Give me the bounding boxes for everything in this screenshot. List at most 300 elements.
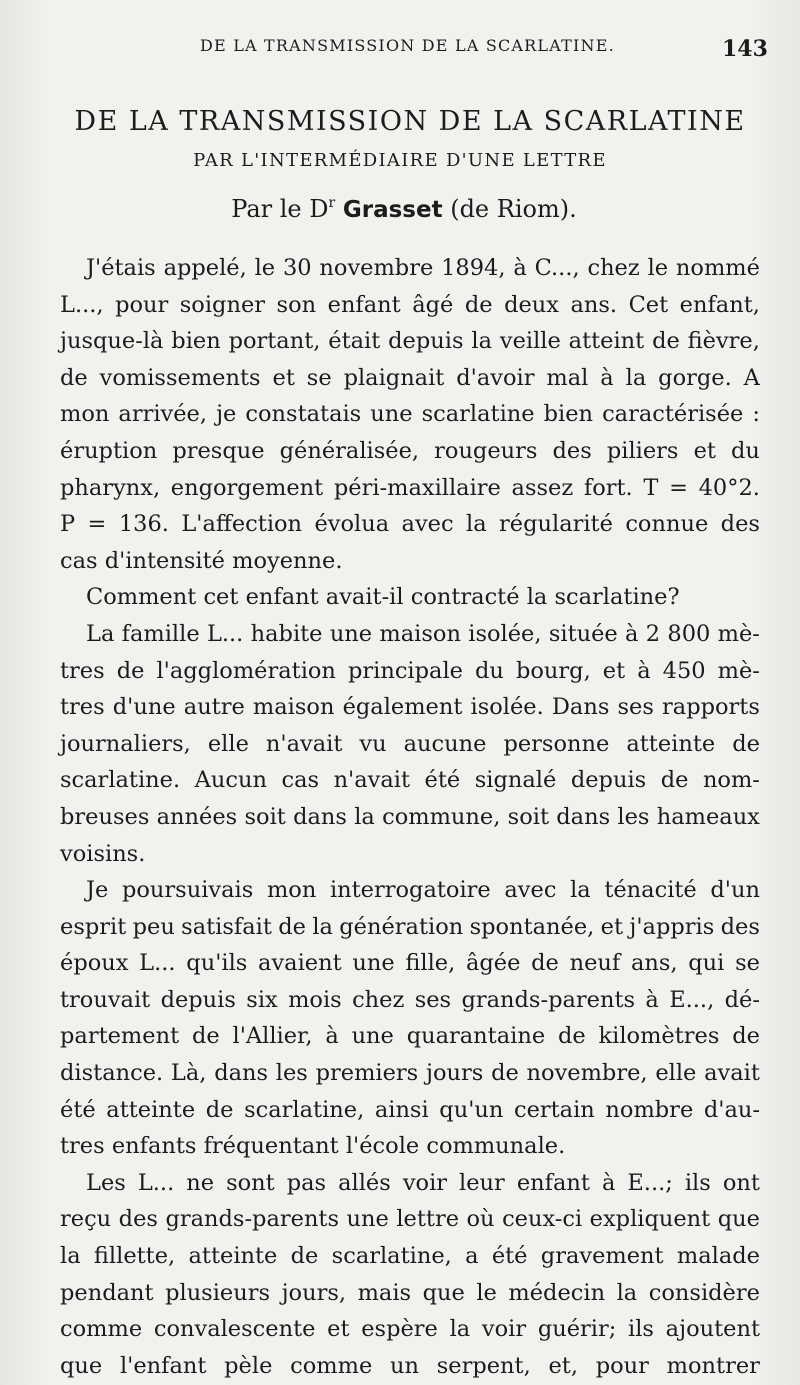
text-line bbox=[60, 1311, 760, 1348]
word: mois bbox=[288, 986, 342, 1013]
word: la bbox=[312, 913, 333, 940]
word: 1894, bbox=[441, 255, 506, 281]
word: spontanée, bbox=[469, 913, 595, 940]
word: une bbox=[352, 950, 395, 977]
word: enfant bbox=[327, 291, 401, 318]
word: Dans bbox=[551, 694, 610, 721]
author-prefix: Par le D bbox=[231, 195, 329, 223]
word: habite bbox=[250, 620, 323, 647]
word: L'affection bbox=[181, 511, 303, 538]
word: enfant bbox=[516, 1169, 590, 1196]
word: ils bbox=[684, 1169, 711, 1196]
word: se bbox=[306, 364, 332, 391]
word: scarlatine bbox=[421, 401, 535, 428]
word: généralisée, bbox=[279, 437, 420, 464]
word: le bbox=[476, 1279, 497, 1306]
word: pèle bbox=[224, 1352, 273, 1379]
word: = bbox=[87, 511, 107, 538]
word: de bbox=[116, 657, 145, 684]
word: cet bbox=[203, 584, 246, 611]
word: novembre, bbox=[526, 1060, 648, 1087]
text-line bbox=[60, 726, 760, 763]
text-line bbox=[60, 799, 760, 836]
word: les bbox=[275, 1060, 308, 1087]
word: de bbox=[557, 1023, 586, 1050]
word: convalescente bbox=[153, 1316, 316, 1343]
word: que bbox=[60, 1352, 103, 1379]
word: atteinte bbox=[188, 1243, 278, 1270]
word: fillette, bbox=[93, 1243, 176, 1270]
word: mè- bbox=[717, 657, 760, 684]
text-line bbox=[60, 616, 760, 653]
word: connue bbox=[625, 511, 709, 538]
word: un bbox=[390, 1352, 419, 1379]
word: la bbox=[526, 584, 555, 611]
word: kilomètres bbox=[598, 1023, 720, 1050]
word: certain bbox=[513, 1096, 595, 1123]
word: poursuivais bbox=[121, 877, 254, 904]
word: à bbox=[645, 986, 659, 1013]
article-title: DE LA TRANSMISSION DE LA SCARLATINE bbox=[74, 106, 746, 137]
word: famille bbox=[121, 620, 200, 647]
word: maison bbox=[252, 694, 335, 721]
word: grands-parents bbox=[165, 1206, 340, 1233]
word: communale. bbox=[426, 1133, 566, 1160]
word: de bbox=[732, 730, 760, 757]
word: pour bbox=[115, 291, 169, 318]
word: scarlatine. bbox=[60, 767, 181, 794]
text-line bbox=[60, 653, 760, 690]
word: bourg, bbox=[515, 657, 591, 684]
word: péri-maxillaire bbox=[333, 474, 501, 501]
text-line bbox=[60, 396, 760, 433]
text-line bbox=[60, 433, 760, 470]
word: P bbox=[60, 511, 76, 538]
text-line bbox=[60, 543, 760, 580]
word: Là, bbox=[170, 1060, 207, 1087]
word: ont bbox=[722, 1169, 760, 1196]
word: L... bbox=[139, 950, 176, 977]
word: nom- bbox=[702, 767, 760, 794]
word: avaient bbox=[258, 950, 342, 977]
word: A bbox=[743, 364, 760, 391]
word: pharynx, bbox=[60, 474, 161, 501]
article-subtitle: PAR L'INTERMÉDIAIRE D'UNE LETTRE bbox=[193, 150, 607, 171]
word: j'appris bbox=[629, 913, 715, 940]
word: vu bbox=[359, 730, 387, 757]
word: T bbox=[643, 474, 659, 501]
word: ténacité bbox=[604, 877, 697, 904]
word: médecin bbox=[508, 1279, 606, 1306]
word: bien bbox=[543, 401, 594, 428]
word: d'avoir bbox=[456, 364, 535, 391]
word: tres bbox=[60, 657, 105, 684]
word: les bbox=[617, 803, 650, 830]
word: de bbox=[191, 1023, 220, 1050]
word: de bbox=[660, 767, 689, 794]
word: de bbox=[464, 291, 493, 318]
word: ne bbox=[186, 1169, 215, 1196]
word: la bbox=[471, 328, 492, 355]
word: et, bbox=[548, 1352, 578, 1379]
word: ceux-ci bbox=[502, 1206, 583, 1233]
word: une bbox=[370, 401, 413, 428]
word: je bbox=[216, 401, 237, 428]
word: également bbox=[342, 694, 463, 721]
word: de bbox=[732, 1023, 760, 1050]
word: piliers bbox=[606, 437, 679, 464]
text-line bbox=[60, 836, 760, 873]
word: Je bbox=[86, 877, 109, 904]
word: a bbox=[465, 1243, 479, 1270]
word: leur bbox=[459, 1169, 505, 1196]
text-line bbox=[60, 1348, 760, 1385]
running-title: DE LA TRANSMISSION DE LA SCARLATINE. bbox=[200, 36, 615, 55]
word: grands-parents bbox=[461, 986, 636, 1013]
word: pendant bbox=[60, 1279, 154, 1306]
text-line bbox=[60, 1018, 760, 1055]
word: premiers bbox=[315, 1060, 419, 1087]
word: Les bbox=[86, 1169, 126, 1196]
word: mè- bbox=[717, 620, 760, 647]
word: soit bbox=[507, 803, 549, 830]
text-line bbox=[60, 1275, 760, 1312]
word: se bbox=[735, 950, 760, 977]
word: principale bbox=[347, 657, 463, 684]
word: J'étais bbox=[86, 255, 156, 281]
word: isolée, bbox=[468, 620, 542, 647]
word: l'enfant bbox=[119, 1352, 207, 1379]
word: soit bbox=[244, 803, 286, 830]
word: mal bbox=[546, 364, 589, 391]
word: la bbox=[625, 364, 647, 391]
word: tres bbox=[60, 1133, 112, 1160]
word: soigner bbox=[179, 291, 266, 318]
word: été bbox=[491, 1243, 528, 1270]
word: scarlatine, bbox=[331, 1243, 452, 1270]
word: dans bbox=[556, 803, 611, 830]
word: elle bbox=[655, 1060, 697, 1087]
word: deux bbox=[504, 291, 559, 318]
word: novembre bbox=[319, 255, 434, 281]
word: Aucun bbox=[194, 767, 267, 794]
text-line bbox=[60, 1092, 760, 1129]
word: tres bbox=[60, 694, 105, 721]
word: été bbox=[60, 1096, 96, 1123]
word: de bbox=[652, 328, 680, 355]
word: âgé bbox=[412, 291, 454, 318]
word: âgée bbox=[465, 950, 521, 977]
word: scarlatine, bbox=[244, 1096, 365, 1123]
word: L..., bbox=[60, 291, 104, 318]
text-line bbox=[60, 872, 760, 909]
word: la bbox=[570, 877, 591, 904]
word: guérir; bbox=[537, 1316, 617, 1343]
word: évolua bbox=[314, 511, 390, 538]
word: avait-il bbox=[325, 584, 411, 611]
word: interrogatoire bbox=[329, 877, 491, 904]
word: la bbox=[616, 1279, 638, 1306]
word: plaignait bbox=[343, 364, 445, 391]
word: à bbox=[513, 255, 527, 281]
word: mon bbox=[60, 401, 110, 428]
text-line bbox=[60, 579, 760, 616]
word: et bbox=[327, 1316, 350, 1343]
word: mon bbox=[266, 877, 317, 904]
word: nombre bbox=[605, 1096, 694, 1123]
word: rapports bbox=[662, 694, 760, 721]
word: pas bbox=[286, 1169, 327, 1196]
word: malade bbox=[676, 1243, 760, 1270]
word: d'intensité bbox=[104, 547, 233, 574]
word: dans bbox=[214, 1060, 269, 1087]
word: cas bbox=[60, 547, 105, 574]
word: 800 bbox=[667, 620, 711, 647]
word: régularité bbox=[499, 511, 613, 538]
word: de bbox=[60, 364, 88, 391]
word: avait bbox=[704, 1060, 760, 1087]
word: de bbox=[491, 1060, 519, 1087]
author-line bbox=[0, 195, 800, 223]
word: gorge. bbox=[658, 364, 732, 391]
word: chez bbox=[587, 255, 640, 281]
word: scarlatine? bbox=[554, 584, 680, 611]
word: de bbox=[278, 913, 306, 940]
text-line bbox=[60, 689, 760, 726]
word: trouvait bbox=[60, 986, 151, 1013]
word: elle bbox=[207, 730, 249, 757]
word: comme bbox=[290, 1352, 373, 1379]
author-title-sup: r bbox=[328, 195, 336, 211]
word: caractérisée bbox=[602, 401, 744, 428]
word: bien bbox=[171, 328, 221, 355]
word: la bbox=[449, 1316, 471, 1343]
word: considère bbox=[648, 1279, 760, 1306]
word: depuis bbox=[388, 328, 464, 355]
word: peu bbox=[132, 913, 175, 940]
text-line bbox=[60, 762, 760, 799]
word: neuf bbox=[569, 950, 621, 977]
text-line bbox=[60, 1165, 760, 1202]
word: contracté bbox=[410, 584, 527, 611]
word: située bbox=[548, 620, 618, 647]
text-line bbox=[60, 1055, 760, 1092]
word: serpent, bbox=[436, 1352, 531, 1379]
word: 40°2. bbox=[698, 474, 760, 501]
word: breuses bbox=[60, 803, 150, 830]
word: la bbox=[466, 511, 487, 538]
word: ses bbox=[617, 694, 654, 721]
word: voisins. bbox=[60, 840, 146, 867]
word: et bbox=[693, 437, 716, 464]
word: six bbox=[246, 986, 278, 1013]
word: une bbox=[346, 1206, 389, 1233]
word: L... bbox=[206, 620, 244, 647]
word: journaliers, bbox=[60, 730, 191, 757]
word: d'un bbox=[710, 877, 760, 904]
word: atteinte bbox=[106, 1096, 196, 1123]
body-text bbox=[60, 250, 760, 1384]
word: que bbox=[717, 1206, 760, 1233]
word: la bbox=[354, 803, 375, 830]
word: fréquentant bbox=[203, 1133, 346, 1160]
word: allés bbox=[338, 1169, 391, 1196]
page-number: 143 bbox=[722, 36, 768, 62]
word: de bbox=[531, 950, 559, 977]
word: montrer bbox=[666, 1352, 760, 1379]
text-line bbox=[60, 1238, 760, 1275]
word: l'Allier, bbox=[232, 1023, 313, 1050]
word: engorgement bbox=[170, 474, 324, 501]
word: dé- bbox=[724, 986, 760, 1013]
word: de bbox=[205, 1096, 234, 1123]
word: une bbox=[329, 620, 373, 647]
word: vomissements bbox=[99, 364, 261, 391]
word: = bbox=[669, 474, 688, 501]
word: isolée. bbox=[470, 694, 544, 721]
word: n'avait bbox=[333, 767, 411, 794]
author-name: Grasset bbox=[342, 197, 443, 223]
word: pour bbox=[595, 1352, 649, 1379]
word: était bbox=[328, 328, 381, 355]
word: appelé, bbox=[163, 255, 247, 281]
word: avec bbox=[401, 511, 454, 538]
word: 136. bbox=[118, 511, 169, 538]
word: qui bbox=[688, 950, 725, 977]
word: depuis bbox=[160, 986, 236, 1013]
text-line bbox=[60, 250, 760, 287]
word: ainsi bbox=[374, 1096, 429, 1123]
word: Comment bbox=[86, 584, 204, 611]
word: cas bbox=[281, 767, 320, 794]
word: à bbox=[325, 1023, 339, 1050]
word: le bbox=[647, 255, 669, 281]
word: avec bbox=[504, 877, 557, 904]
word: satisfait bbox=[181, 913, 272, 940]
word: enfant, bbox=[679, 291, 760, 318]
word: presque bbox=[172, 437, 265, 464]
word: et bbox=[600, 913, 624, 940]
word: atteinte bbox=[626, 730, 716, 757]
text-line bbox=[60, 287, 760, 324]
word: jours, bbox=[281, 1279, 347, 1306]
word: commune, bbox=[382, 803, 501, 830]
word: plusieurs bbox=[165, 1279, 271, 1306]
word: depuis bbox=[570, 767, 647, 794]
text-line bbox=[60, 360, 760, 397]
word: quarantaine bbox=[406, 1023, 546, 1050]
word: à bbox=[601, 1169, 616, 1196]
word: de bbox=[290, 1243, 319, 1270]
word: reçu bbox=[60, 1206, 112, 1233]
word: génération bbox=[339, 913, 464, 940]
word: l'école bbox=[345, 1133, 427, 1160]
word: le bbox=[254, 255, 276, 281]
word: dans bbox=[293, 803, 347, 830]
word: ses bbox=[414, 986, 452, 1013]
word: arrivée, bbox=[118, 401, 208, 428]
word: et bbox=[272, 364, 295, 391]
text-line bbox=[60, 982, 760, 1019]
word: gravement bbox=[540, 1243, 664, 1270]
word: espère bbox=[361, 1316, 438, 1343]
word: E..., bbox=[669, 986, 715, 1013]
word: à bbox=[600, 364, 614, 391]
text-line bbox=[60, 470, 760, 507]
word: 30 bbox=[282, 255, 312, 281]
word: d'une bbox=[112, 694, 176, 721]
word: expliquent bbox=[589, 1206, 711, 1233]
word: une bbox=[351, 1023, 394, 1050]
word: enfants bbox=[111, 1133, 204, 1160]
word: rougeurs bbox=[434, 437, 538, 464]
word: qu'ils bbox=[186, 950, 248, 977]
word: nommé bbox=[675, 255, 760, 281]
word: et bbox=[602, 657, 626, 684]
word: maison bbox=[379, 620, 461, 647]
word: à bbox=[637, 657, 651, 684]
word: La bbox=[86, 620, 115, 647]
word: époux bbox=[60, 950, 129, 977]
word: fort. bbox=[583, 474, 633, 501]
word: partement bbox=[60, 1023, 180, 1050]
author-suffix: (de Riom). bbox=[450, 195, 577, 223]
word: lettre bbox=[396, 1206, 460, 1233]
word: éruption bbox=[60, 437, 158, 464]
word: voir bbox=[402, 1169, 448, 1196]
word: atteint bbox=[568, 328, 645, 355]
word: chez bbox=[352, 986, 405, 1013]
word: portant, bbox=[228, 328, 321, 355]
word: aucune bbox=[403, 730, 487, 757]
word: 450 bbox=[662, 657, 706, 684]
word: assez bbox=[511, 474, 574, 501]
word: ans. bbox=[570, 291, 618, 318]
word: 2 bbox=[645, 620, 661, 647]
word: Cet bbox=[628, 291, 669, 318]
word: signalé bbox=[474, 767, 557, 794]
word: voir bbox=[481, 1316, 527, 1343]
word: veille bbox=[499, 328, 561, 355]
word: sont bbox=[226, 1169, 275, 1196]
word: ans, bbox=[630, 950, 678, 977]
text-line bbox=[60, 945, 760, 982]
text-line bbox=[60, 1201, 760, 1238]
word: mais bbox=[357, 1279, 412, 1306]
word: des bbox=[552, 437, 592, 464]
word: où bbox=[466, 1206, 495, 1233]
word: l'agglomération bbox=[156, 657, 336, 684]
word: jours bbox=[425, 1060, 484, 1087]
word: la bbox=[60, 1243, 81, 1270]
word: que bbox=[422, 1279, 465, 1306]
word: à bbox=[625, 620, 639, 647]
word: fille, bbox=[405, 950, 456, 977]
word: personne bbox=[503, 730, 610, 757]
word: hameaux bbox=[656, 803, 760, 830]
word: E...; bbox=[627, 1169, 673, 1196]
word: d'au- bbox=[703, 1096, 760, 1123]
word: : bbox=[752, 401, 760, 428]
word: des bbox=[118, 1206, 158, 1233]
word: jusque-là bbox=[60, 328, 164, 355]
text-line bbox=[60, 1128, 760, 1165]
word: distance. bbox=[60, 1060, 164, 1087]
word: du bbox=[731, 437, 760, 464]
word: ils bbox=[628, 1316, 654, 1343]
word: été bbox=[424, 767, 461, 794]
word: des bbox=[720, 913, 760, 940]
